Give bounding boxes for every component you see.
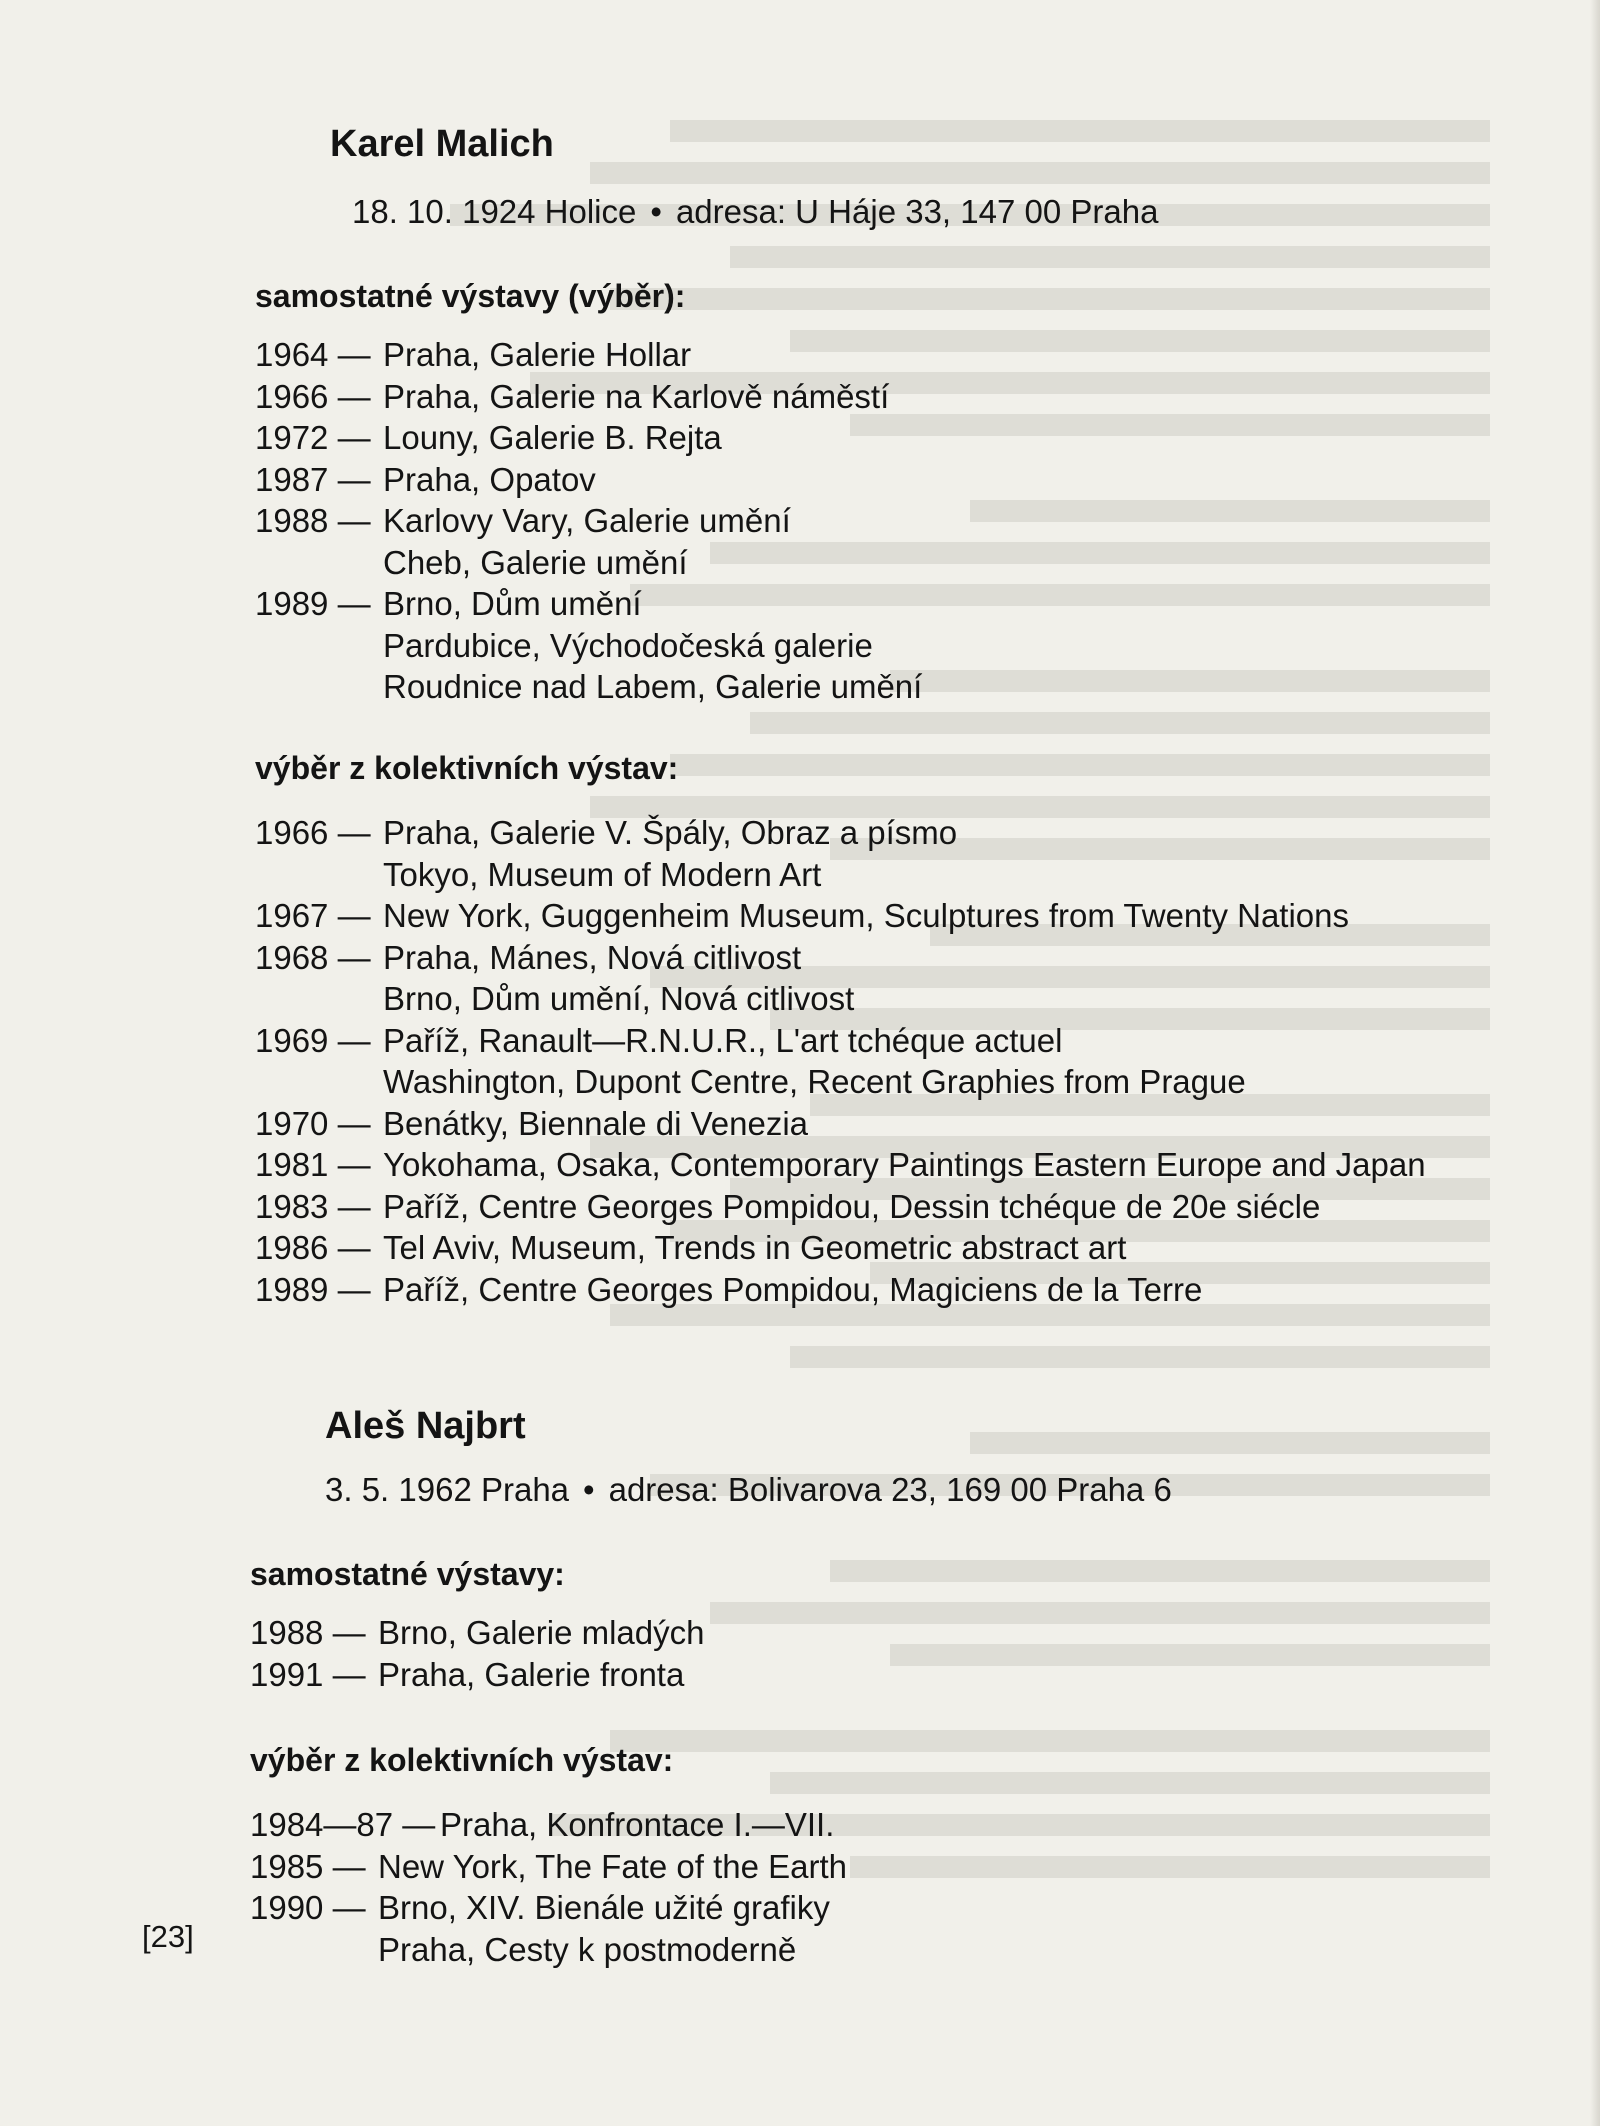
artist-bio xyxy=(352,192,1158,232)
exhibition-entry xyxy=(255,417,922,459)
exhibition-entry xyxy=(250,1887,847,1970)
exhibition-place: Louny, Galerie B. Rejta xyxy=(383,419,722,456)
exhibition-entry xyxy=(255,500,922,583)
exhibition-year: 1988 — xyxy=(255,502,371,539)
address: adresa: Bolivarova 23, 169 00 Praha 6 xyxy=(608,1471,1172,1508)
section-heading: výběr z kolektivních výstav: xyxy=(250,1742,674,1778)
exhibition-year: 1972 — xyxy=(255,419,371,456)
exhibition-place: Paříž, Ranault—R.N.U.R., L'art tchéque actuel xyxy=(383,1021,1063,1059)
exhibition-year: 1968 — xyxy=(255,938,371,976)
exhibition-entry xyxy=(255,583,922,708)
exhibition-entry xyxy=(255,334,922,376)
birth-info: 18. 10. 1924 Holice xyxy=(352,193,637,230)
exhibition-place: Paříž, Centre Georges Pompidou, Magiciens de la Terre xyxy=(383,1270,1203,1308)
exhibition-place: Paříž, Centre Georges Pompidou, Dessin tchéque de 20e siécle xyxy=(383,1187,1321,1225)
exhibition-year: 1970 — xyxy=(255,1104,371,1142)
exhibition-list xyxy=(255,334,922,708)
exhibition-place: Brno, Dům umění xyxy=(383,585,642,622)
exhibition-place: Praha, Mánes, Nová citlivost xyxy=(383,938,802,976)
exhibition-entry xyxy=(255,1269,1426,1311)
exhibition-place: New York, The Fate of the Earth xyxy=(378,1847,847,1885)
exhibition-entry xyxy=(255,1103,1426,1145)
exhibition-entry xyxy=(255,376,922,418)
exhibition-year: 1969 — xyxy=(255,1021,371,1059)
exhibition-year: 1986 — xyxy=(255,1229,371,1266)
exhibition-place: Praha, Cesty k postmoderně xyxy=(378,1930,797,1968)
exhibition-year: 1989 — xyxy=(255,585,371,622)
exhibition-place: Washington, Dupont Centre, Recent Graphies from Prague xyxy=(383,1063,1246,1100)
exhibition-year: 1964 — xyxy=(255,336,371,373)
exhibition-year: 1989 — xyxy=(255,1270,371,1308)
exhibition-place: Praha, Galerie fronta xyxy=(378,1655,685,1693)
exhibition-place: Praha, Galerie V. Špály, Obraz a písmo xyxy=(383,814,958,851)
exhibition-year: 1985 — xyxy=(250,1847,366,1885)
exhibition-list xyxy=(255,812,1426,1310)
artist-name: Aleš Najbrt xyxy=(325,1405,526,1447)
exhibition-place: Roudnice nad Labem, Galerie umění xyxy=(383,668,923,705)
page-number: [23] xyxy=(142,1919,194,1954)
exhibition-entry xyxy=(250,1804,847,1846)
exhibition-place: New York, Guggenheim Museum, Sculptures from Twenty Nations xyxy=(383,897,1350,934)
exhibition-place: Yokohama, Osaka, Contemporary Paintings Eastern Europe and Japan xyxy=(383,1146,1426,1183)
section-heading: výběr z kolektivních výstav: xyxy=(255,750,679,786)
artist-name: Karel Malich xyxy=(330,123,554,165)
exhibition-place: Brno, Galerie mladých xyxy=(378,1614,705,1651)
page-edge-shadow xyxy=(1590,0,1600,2126)
exhibition-year: 1966 — xyxy=(255,377,371,415)
exhibition-place: Pardubice, Východočeská galerie xyxy=(383,626,873,664)
exhibition-entry xyxy=(250,1612,704,1654)
exhibition-entry xyxy=(255,1186,1426,1228)
exhibition-year: 1990 — xyxy=(250,1889,366,1926)
exhibition-list xyxy=(250,1612,704,1695)
exhibition-entry xyxy=(255,895,1426,937)
exhibition-year: 1981 — xyxy=(255,1146,371,1183)
exhibition-entry xyxy=(255,812,1426,895)
exhibition-list xyxy=(250,1804,847,1970)
birth-info: 3. 5. 1962 Praha xyxy=(325,1471,570,1508)
bullet-separator: • xyxy=(583,1471,595,1508)
exhibition-year: 1967 — xyxy=(255,897,371,934)
exhibition-place: Cheb, Galerie umění xyxy=(383,543,688,581)
exhibition-place: Benátky, Biennale di Venezia xyxy=(383,1104,809,1142)
exhibition-place: Tel Aviv, Museum, Trends in Geometric abstract art xyxy=(383,1229,1127,1266)
exhibition-place: Brno, Dům umění, Nová citlivost xyxy=(383,980,855,1017)
section-heading: samostatné výstavy: xyxy=(250,1556,565,1592)
exhibition-place: Praha, Galerie na Karlově náměstí xyxy=(383,377,890,415)
exhibition-year: 1983 — xyxy=(255,1187,371,1225)
exhibition-entry xyxy=(255,1227,1426,1269)
exhibition-year: 1984—87 — xyxy=(250,1806,436,1843)
exhibition-entry xyxy=(255,937,1426,1020)
exhibition-place: Karlovy Vary, Galerie umění xyxy=(383,502,791,539)
exhibition-year: 1987 — xyxy=(255,460,371,498)
exhibition-year: 1991 — xyxy=(250,1655,366,1693)
exhibition-place: Praha, Opatov xyxy=(383,460,596,498)
exhibition-place: Brno, XIV. Bienále užité grafiky xyxy=(378,1889,830,1926)
bullet-separator: • xyxy=(650,193,662,230)
exhibition-place: Praha, Konfrontace I.—VII. xyxy=(440,1806,835,1843)
exhibition-entry xyxy=(255,459,922,501)
section-heading: samostatné výstavy (výběr): xyxy=(255,278,686,314)
exhibition-entry xyxy=(250,1654,704,1696)
exhibition-place: Praha, Galerie Hollar xyxy=(383,336,692,373)
exhibition-entry xyxy=(250,1846,847,1888)
exhibition-year: 1988 — xyxy=(250,1614,366,1651)
exhibition-entry xyxy=(255,1020,1426,1103)
exhibition-place: Tokyo, Museum of Modern Art xyxy=(383,855,822,893)
exhibition-entry xyxy=(255,1144,1426,1186)
artist-bio xyxy=(325,1470,1172,1510)
exhibition-year: 1966 — xyxy=(255,814,371,851)
address: adresa: U Háje 33, 147 00 Praha xyxy=(675,193,1159,230)
